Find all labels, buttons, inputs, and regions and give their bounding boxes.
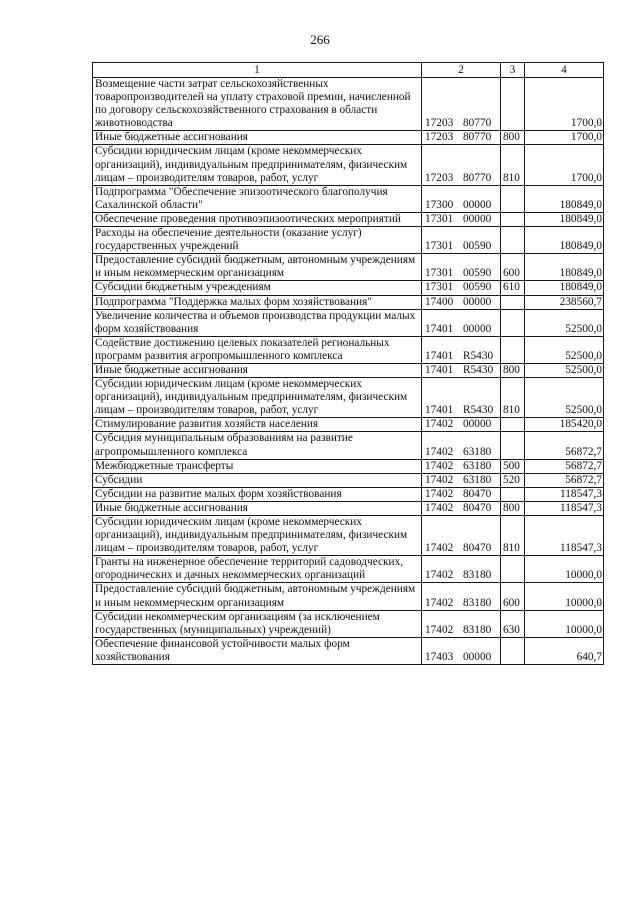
row-code-direction: 83180 [463,569,492,582]
row-type-cell: 520 [501,473,525,487]
row-type-cell [501,336,525,363]
row-amount-cell: 56872,7 [525,432,604,459]
row-name-cell: Межбюджетные трансферты [93,459,422,473]
row-code-program: 17401 [425,363,454,376]
row-code-cell [422,459,501,473]
row-code-program: 17402 [425,596,454,609]
row-amount-cell: 118547,3 [525,487,604,501]
row-name-cell: Обеспечение проведения противоэпизоотических мероприятий [93,212,422,226]
row-code-direction: 00590 [463,240,492,253]
row-amount-cell: 118547,3 [525,516,604,556]
row-code-program: 17401 [425,349,454,362]
row-code-program: 17301 [425,281,454,294]
row-code-program: 17402 [425,623,454,636]
row-type-cell [501,432,525,459]
row-amount-cell: 52500,0 [525,309,604,336]
table-row [93,78,604,131]
row-type-cell [501,556,525,583]
table-row [93,637,604,664]
row-name-cell: Предоставление субсидий бюджетным, автономным учреждениям и иным некоммерческим организациям [93,583,422,610]
row-amount-cell: 118547,3 [525,501,604,515]
row-code-direction: R5430 [463,349,494,362]
row-type-cell: 610 [501,281,525,295]
row-code-direction: 80470 [463,501,492,514]
row-amount-cell: 10000,0 [525,610,604,637]
header-cell-amount: 4 [525,63,604,78]
row-amount-cell: 185420,0 [525,418,604,432]
row-code-cell [422,185,501,212]
row-type-cell: 500 [501,459,525,473]
row-amount-cell: 180849,0 [525,227,604,254]
row-name-cell: Субсидии юридическим лицам (кроме некоммерческих организаций), индивидуальным предпринимателям, физическим лицам – производителям товаров, работ, услуг [93,145,422,185]
row-code-direction: 80470 [463,487,492,500]
row-code-cell [422,432,501,459]
row-type-cell: 800 [501,501,525,515]
row-code-direction: 00000 [463,650,492,663]
row-code-cell [422,212,501,226]
row-type-cell: 800 [501,363,525,377]
row-code-direction: R5430 [463,404,494,417]
row-code-direction: 80470 [463,542,492,555]
table-row [93,309,604,336]
table-row [93,487,604,501]
row-code-direction: 00590 [463,281,492,294]
row-code-cell [422,309,501,336]
row-code-program: 17402 [425,473,454,486]
row-code-program: 17403 [425,650,454,663]
table-row [93,418,604,432]
row-code-cell [422,254,501,281]
table-row [93,432,604,459]
row-name-cell: Субсидии [93,473,422,487]
page-number: 266 [310,32,330,47]
row-name-cell: Содействие достижению целевых показателей региональных программ развития агропромышленного комплекса [93,336,422,363]
table-header-row [93,63,604,78]
row-code-direction: 80770 [463,131,492,144]
row-code-program: 17402 [425,445,454,458]
row-code-program: 17402 [425,569,454,582]
table-row [93,378,604,418]
row-name-cell: Субсидия муниципальным образованиям на развитие агропромышленного комплекса [93,432,422,459]
table-row [93,516,604,556]
row-code-direction: 83180 [463,596,492,609]
row-name-cell: Подпрограмма "Обеспечение эпизоотического благополучия Сахалинской области" [93,185,422,212]
row-code-cell [422,637,501,664]
table-row [93,254,604,281]
row-type-cell [501,227,525,254]
row-type-cell [501,212,525,226]
row-type-cell [501,309,525,336]
row-code-cell [422,363,501,377]
row-type-cell [501,295,525,309]
row-name-cell: Субсидии юридическим лицам (кроме некоммерческих организаций), индивидуальным предпринимателям, физическим лицам – производителям товаров, работ, услуг [93,516,422,556]
row-type-cell: 800 [501,131,525,145]
row-code-program: 17402 [425,542,454,555]
budget-table [92,62,604,665]
header-cell-name: 1 [93,63,422,78]
row-code-cell [422,281,501,295]
table-row [93,295,604,309]
row-type-cell: 810 [501,516,525,556]
row-name-cell: Обеспечение финансовой устойчивости малых форм хозяйствования [93,637,422,664]
table-row [93,185,604,212]
row-code-program: 17400 [425,295,454,308]
row-code-direction: 63180 [463,459,492,472]
row-code-direction: R5430 [463,363,494,376]
row-code-direction: 00000 [463,322,492,335]
row-code-cell [422,78,501,131]
table-row [93,610,604,637]
table-body [93,78,604,665]
row-code-cell [422,145,501,185]
row-amount-cell: 640,7 [525,637,604,664]
row-amount-cell: 56872,7 [525,459,604,473]
row-name-cell: Предоставление субсидий бюджетным, автономным учреждениям и иным некоммерческим организациям [93,254,422,281]
row-amount-cell: 56872,7 [525,473,604,487]
row-code-program: 17203 [425,117,454,130]
row-code-program: 17203 [425,171,454,184]
row-code-direction: 80770 [463,171,492,184]
row-code-cell [422,487,501,501]
header-cell-type: 3 [501,63,525,78]
row-type-cell [501,418,525,432]
table-row [93,473,604,487]
row-name-cell: Стимулирование развития хозяйств населения [93,418,422,432]
row-code-cell [422,501,501,515]
row-type-cell: 810 [501,378,525,418]
table-row [93,281,604,295]
row-amount-cell: 1700,0 [525,131,604,145]
row-code-direction: 83180 [463,623,492,636]
row-code-program: 17301 [425,212,454,225]
row-amount-cell: 238560,7 [525,295,604,309]
row-name-cell: Увеличение количества и объемов производства продукции малых форм хозяйствования [93,309,422,336]
row-code-direction: 80770 [463,117,492,130]
row-name-cell: Иные бюджетные ассигнования [93,131,422,145]
row-name-cell: Иные бюджетные ассигнования [93,363,422,377]
table-row [93,363,604,377]
row-code-direction: 00000 [463,418,492,431]
row-type-cell: 600 [501,583,525,610]
row-code-cell [422,336,501,363]
row-code-direction: 00000 [463,212,492,225]
row-name-cell: Расходы на обеспечение деятельности (оказание услуг) государственных учреждений [93,227,422,254]
row-code-cell [422,583,501,610]
row-amount-cell: 10000,0 [525,583,604,610]
table-row [93,131,604,145]
row-code-direction: 00590 [463,267,492,280]
table-row [93,501,604,515]
row-name-cell: Иные бюджетные ассигнования [93,501,422,515]
row-code-cell [422,418,501,432]
row-code-cell [422,473,501,487]
row-type-cell: 630 [501,610,525,637]
row-name-cell: Возмещение части затрат сельскохозяйственных товаропроизводителей на уплату страховой премии, начисленной по договору сельскохозяйственного страхования в области животноводства [93,78,422,131]
row-name-cell: Субсидии бюджетным учреждениям [93,281,422,295]
row-amount-cell: 180849,0 [525,212,604,226]
row-code-program: 17401 [425,322,454,335]
row-code-program: 17402 [425,487,454,500]
row-code-direction: 63180 [463,445,492,458]
row-type-cell: 810 [501,145,525,185]
row-code-cell [422,378,501,418]
row-code-program: 17402 [425,501,454,514]
header-cell-code: 2 [422,63,501,78]
row-code-program: 17300 [425,198,454,211]
row-code-program: 17401 [425,404,454,417]
row-name-cell: Субсидии некоммерческим организациям (за исключением государственных (муниципальных) учреждений) [93,610,422,637]
row-code-program: 17203 [425,131,454,144]
row-amount-cell: 52500,0 [525,378,604,418]
table-row [93,583,604,610]
row-name-cell: Субсидии на развитие малых форм хозяйствования [93,487,422,501]
row-code-cell [422,295,501,309]
row-amount-cell: 1700,0 [525,145,604,185]
row-amount-cell: 180849,0 [525,254,604,281]
row-amount-cell: 1700,0 [525,78,604,131]
row-amount-cell: 10000,0 [525,556,604,583]
row-name-cell: Субсидии юридическим лицам (кроме некоммерческих организаций), индивидуальным предпринимателям, физическим лицам – производителям товаров, работ, услуг [93,378,422,418]
row-code-program: 17301 [425,240,454,253]
row-type-cell [501,637,525,664]
row-amount-cell: 180849,0 [525,185,604,212]
row-type-cell: 600 [501,254,525,281]
row-amount-cell: 52500,0 [525,336,604,363]
row-code-cell [422,131,501,145]
row-code-cell [422,227,501,254]
row-code-cell [422,610,501,637]
row-code-program: 17402 [425,459,454,472]
row-name-cell: Подпрограмма "Поддержка малых форм хозяйствования" [93,295,422,309]
row-type-cell [501,185,525,212]
row-code-direction: 63180 [463,473,492,486]
row-amount-cell: 52500,0 [525,363,604,377]
row-code-direction: 00000 [463,198,492,211]
row-code-cell [422,556,501,583]
row-type-cell [501,487,525,501]
row-amount-cell: 180849,0 [525,281,604,295]
row-name-cell: Гранты на инженерное обеспечение территорий садоводческих, огороднических и дачных некоммерческих организаций [93,556,422,583]
table-row [93,556,604,583]
table-row [93,145,604,185]
row-code-cell [422,516,501,556]
table-row [93,227,604,254]
table-row [93,212,604,226]
row-code-direction: 00000 [463,295,492,308]
row-code-program: 17301 [425,267,454,280]
row-type-cell [501,78,525,131]
table-row [93,336,604,363]
row-code-program: 17402 [425,418,454,431]
table-row [93,459,604,473]
